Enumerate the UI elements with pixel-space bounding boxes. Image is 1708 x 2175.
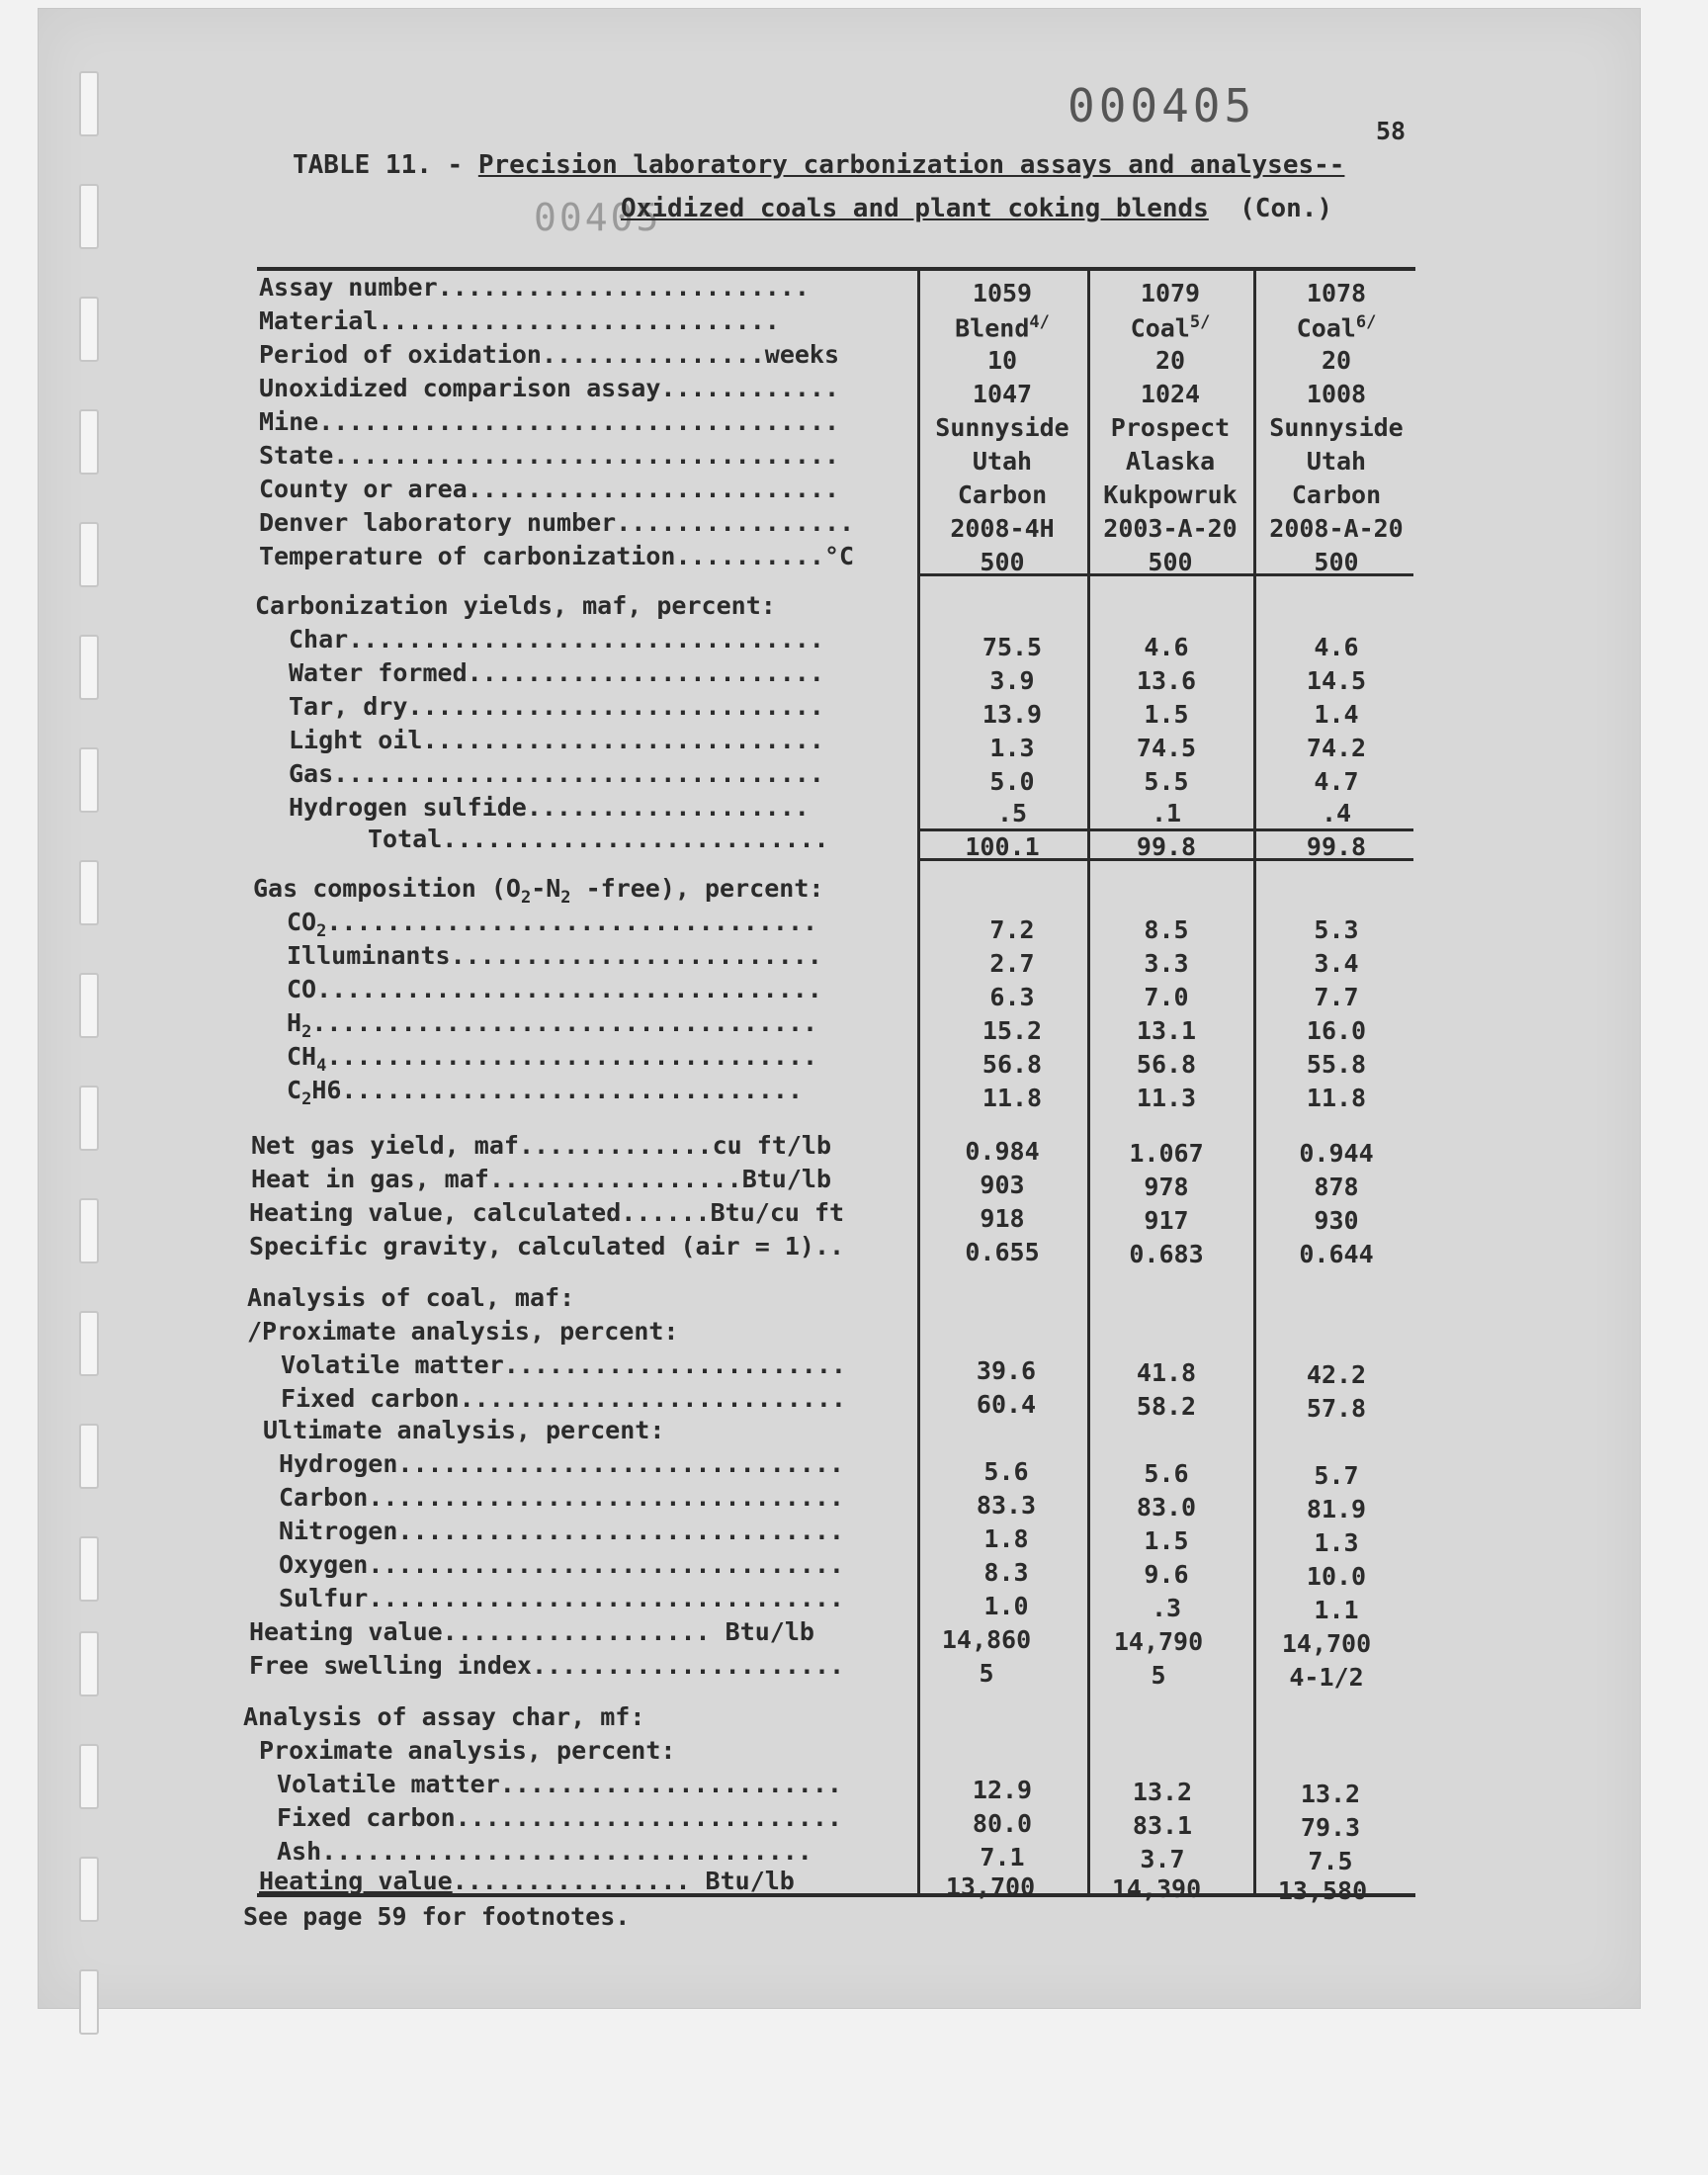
cell: 14,390 xyxy=(1111,1874,1202,1903)
cell: Utah xyxy=(972,447,1033,476)
cell: 1.0 xyxy=(983,1592,1029,1620)
cell-total: 99.8 xyxy=(1306,832,1367,861)
cell: 74.2 xyxy=(1306,734,1367,762)
row-label: Ash................................. xyxy=(277,1837,812,1866)
cell: 58.2 xyxy=(1136,1392,1197,1421)
binder-hole xyxy=(79,184,99,249)
cell: 500 xyxy=(1148,548,1193,576)
cell: 5.5 xyxy=(1144,767,1189,796)
cell: 4-1/2 xyxy=(1289,1663,1364,1692)
cell: 1.4 xyxy=(1314,700,1359,729)
row-label: Gas................................. xyxy=(289,759,824,788)
section-heading: Analysis of assay char, mf: xyxy=(243,1702,645,1731)
cell: 42.2 xyxy=(1306,1360,1367,1389)
row-label: Illuminants......................... xyxy=(287,941,822,970)
subsection-heading: /Proximate analysis, percent: xyxy=(247,1317,679,1346)
cell: 7.7 xyxy=(1314,983,1359,1011)
row-label: Hydrogen.............................. xyxy=(279,1449,844,1478)
table-title-continued: (Con.) xyxy=(1239,194,1333,223)
cell: 1.1 xyxy=(1314,1596,1359,1624)
binder-hole xyxy=(79,522,99,587)
row-label: Mine................................... xyxy=(259,407,840,436)
cell: 4.6 xyxy=(1144,633,1189,661)
cell: .5 xyxy=(996,799,1028,827)
binder-hole xyxy=(79,297,99,362)
cell: 2008-4H xyxy=(950,514,1055,543)
cell: 83.1 xyxy=(1132,1811,1193,1840)
cell: 20 xyxy=(1321,346,1352,375)
row-label: $H_2$.................................. xyxy=(287,1008,818,1042)
cell: 79.3 xyxy=(1300,1813,1361,1842)
cell: 4.7 xyxy=(1314,767,1359,796)
cell: 1.5 xyxy=(1144,700,1189,729)
faint-stamp: 00405 xyxy=(534,196,662,239)
table-title-line1 xyxy=(293,150,1344,180)
cell: Carbon xyxy=(1291,480,1382,509)
cell: 13,700 xyxy=(945,1872,1036,1901)
cell: 13.1 xyxy=(1136,1016,1197,1045)
cell: 74.5 xyxy=(1136,734,1197,762)
cell: 5.0 xyxy=(989,767,1035,796)
cell: 56.8 xyxy=(982,1050,1043,1079)
cell: Carbon xyxy=(957,480,1048,509)
cell: 14,700 xyxy=(1281,1629,1372,1658)
cell: 41.8 xyxy=(1136,1358,1197,1387)
row-label: Heating value.................. Btu/lb xyxy=(249,1617,814,1646)
row-label: Unoxidized comparison assay............ xyxy=(259,374,840,402)
cell: 930 xyxy=(1314,1206,1359,1235)
row-label: $C_2H6$............................... xyxy=(287,1076,804,1109)
row-label: $CH_4$................................. xyxy=(287,1042,818,1076)
row-label: Volatile matter....................... xyxy=(281,1350,846,1379)
cell: 0.944 xyxy=(1299,1139,1374,1168)
cell: 0.655 xyxy=(965,1238,1040,1266)
cell: 6.3 xyxy=(989,983,1035,1011)
cell: 8.3 xyxy=(983,1558,1029,1587)
binder-hole xyxy=(79,71,99,136)
cell: 1079 xyxy=(1140,279,1201,307)
cell: 11.8 xyxy=(982,1084,1043,1112)
total-top-rule xyxy=(919,828,1413,831)
cell: Sunnyside xyxy=(1269,413,1404,442)
row-label: Period of oxidation...............weeks xyxy=(259,340,840,369)
cell: 57.8 xyxy=(1306,1394,1367,1423)
table-top-rule xyxy=(257,267,1415,271)
cell: 5 xyxy=(979,1659,994,1688)
cell: 1059 xyxy=(972,279,1033,307)
binder-hole xyxy=(79,1969,99,2035)
cell: 1.3 xyxy=(1314,1528,1359,1557)
table-title-prefix: TABLE 11. - xyxy=(293,150,478,180)
cell: 13,580 xyxy=(1277,1876,1368,1905)
binder-hole xyxy=(79,860,99,925)
row-label: Free swelling index..................... xyxy=(249,1651,845,1680)
cell: Coal$^{6/}$ xyxy=(1296,312,1377,343)
cell: 2008-A-20 xyxy=(1269,514,1404,543)
cell: 1.067 xyxy=(1129,1139,1204,1168)
cell: 83.0 xyxy=(1136,1493,1197,1522)
row-label: Specific gravity, calculated (air = 1).. xyxy=(249,1232,845,1261)
row-label: Oxygen................................ xyxy=(279,1550,844,1579)
cell: 13.6 xyxy=(1136,666,1197,695)
cell: 81.9 xyxy=(1306,1495,1367,1523)
binder-hole xyxy=(79,409,99,475)
row-label: Tar, dry............................ xyxy=(289,692,824,721)
cell: 3.7 xyxy=(1140,1845,1185,1873)
binder-hole xyxy=(79,1536,99,1602)
row-label: Fixed carbon.......................... xyxy=(281,1384,846,1413)
binder-hole xyxy=(79,1311,99,1376)
cell: 1.5 xyxy=(1144,1526,1189,1555)
cell: 11.8 xyxy=(1306,1084,1367,1112)
cell: 75.5 xyxy=(982,633,1043,661)
row-label: Sulfur................................ xyxy=(279,1584,844,1612)
cell: 5.7 xyxy=(1314,1461,1359,1490)
cell: .4 xyxy=(1321,799,1352,827)
cell: 1047 xyxy=(972,380,1033,408)
binder-hole xyxy=(79,1424,99,1489)
subsection-heading: Ultimate analysis, percent: xyxy=(263,1416,665,1444)
cell: 15.2 xyxy=(982,1016,1043,1045)
row-label: Material........................... xyxy=(259,306,780,335)
cell: Sunnyside xyxy=(935,413,1069,442)
cell: 39.6 xyxy=(976,1356,1037,1385)
document-stamp: 000405 xyxy=(1068,79,1256,132)
cell: 5.3 xyxy=(1314,915,1359,944)
footer-note: See page 59 for footnotes. xyxy=(243,1902,631,1931)
section-heading: Analysis of coal, maf: xyxy=(247,1283,575,1312)
cell: 7.5 xyxy=(1308,1847,1353,1875)
cell: Kukpowruk xyxy=(1103,480,1238,509)
cell: 9.6 xyxy=(1144,1560,1189,1589)
cell: 0.644 xyxy=(1299,1240,1374,1268)
binder-hole xyxy=(79,1198,99,1263)
binder-hole xyxy=(79,973,99,1038)
cell: 11.3 xyxy=(1136,1084,1197,1112)
cell: 14.5 xyxy=(1306,666,1367,695)
row-label: Heating value................ Btu/lb xyxy=(259,1867,795,1895)
cell: 16.0 xyxy=(1306,1016,1367,1045)
cell: 80.0 xyxy=(972,1809,1033,1838)
row-label: Heating value, calculated......Btu/cu ft xyxy=(249,1198,845,1227)
row-label: Water formed........................ xyxy=(289,658,824,687)
cell: Blend$^{4/}$ xyxy=(955,312,1050,343)
cell: 10 xyxy=(986,346,1018,375)
cell: 13.9 xyxy=(982,700,1043,729)
cell: 3.3 xyxy=(1144,949,1189,978)
cell: Coal$^{5/}$ xyxy=(1130,312,1211,343)
cell: 3.9 xyxy=(989,666,1035,695)
cell: 0.683 xyxy=(1129,1240,1204,1268)
cell: 20 xyxy=(1154,346,1186,375)
cell: 903 xyxy=(980,1171,1025,1199)
cell: 1.3 xyxy=(989,734,1035,762)
cell: .3 xyxy=(1151,1594,1182,1622)
page-number: 58 xyxy=(1376,117,1407,145)
row-label: Temperature of carbonization..........°C xyxy=(259,542,855,570)
cell: 8.5 xyxy=(1144,915,1189,944)
cell: 1024 xyxy=(1140,380,1201,408)
cell: 3.4 xyxy=(1314,949,1359,978)
cell: 14,790 xyxy=(1113,1627,1204,1656)
row-label: $CO_2$................................. xyxy=(287,908,818,941)
binder-hole xyxy=(79,1744,99,1809)
cell: 878 xyxy=(1314,1173,1359,1201)
row-label: Char................................ xyxy=(289,625,824,653)
table-title-subtitle: Oxidized coals and plant coking blends xyxy=(621,194,1209,223)
cell: 1.8 xyxy=(983,1524,1029,1553)
row-label: Fixed carbon.......................... xyxy=(277,1803,842,1832)
cell: .1 xyxy=(1151,799,1182,827)
row-label: Assay number......................... xyxy=(259,273,810,302)
cell: 12.9 xyxy=(972,1776,1033,1804)
cell: 2003-A-20 xyxy=(1103,514,1238,543)
binder-hole xyxy=(79,1086,99,1151)
binder-hole xyxy=(79,1631,99,1696)
row-label: Denver laboratory number................ xyxy=(259,508,855,537)
binder-hole xyxy=(79,747,99,813)
row-label: Light oil........................... xyxy=(289,726,824,754)
row-label: County or area......................... xyxy=(259,475,840,503)
binder-hole xyxy=(79,1857,99,1922)
table-title-line2 xyxy=(621,194,1332,223)
cell: 0.984 xyxy=(965,1137,1040,1166)
subsection-heading: Proximate analysis, percent: xyxy=(259,1736,676,1765)
row-label: State.................................. xyxy=(259,441,840,470)
section-heading: Gas composition ($O_2-N_2$ -free), percent: xyxy=(253,874,824,908)
cell: Utah xyxy=(1306,447,1367,476)
cell: 5 xyxy=(1151,1661,1166,1690)
cell: 83.3 xyxy=(976,1491,1037,1520)
cell: 978 xyxy=(1144,1173,1189,1201)
binder-hole xyxy=(79,635,99,700)
cell: 14,860 xyxy=(941,1625,1032,1654)
cell: 7.1 xyxy=(980,1843,1025,1871)
cell: 60.4 xyxy=(976,1390,1037,1419)
section-heading: Carbonization yields, maf, percent: xyxy=(255,591,776,620)
cell: 55.8 xyxy=(1306,1050,1367,1079)
cell: 4.6 xyxy=(1314,633,1359,661)
cell: 5.6 xyxy=(983,1457,1029,1486)
row-label: Nitrogen.............................. xyxy=(279,1517,844,1545)
cell: 7.2 xyxy=(989,915,1035,944)
cell: 7.0 xyxy=(1144,983,1189,1011)
cell: 56.8 xyxy=(1136,1050,1197,1079)
cell: 10.0 xyxy=(1306,1562,1367,1591)
row-label: Hydrogen sulfide................... xyxy=(289,793,810,822)
row-label-total: Total.......................... xyxy=(368,825,829,853)
row-label: Volatile matter....................... xyxy=(277,1770,842,1798)
table-title-text: Precision laboratory carbonization assays and analyses-- xyxy=(477,150,1345,180)
cell: 1008 xyxy=(1306,380,1367,408)
cell: 13.2 xyxy=(1132,1778,1193,1806)
cell: 500 xyxy=(1314,548,1359,576)
cell: 500 xyxy=(980,548,1025,576)
cell: 2.7 xyxy=(989,949,1035,978)
cell-total: 100.1 xyxy=(965,832,1040,861)
cell: 917 xyxy=(1144,1206,1189,1235)
row-label: Carbon................................ xyxy=(279,1483,844,1512)
row-label: Heat in gas, maf.................Btu/lb xyxy=(251,1165,832,1193)
cell: 5.6 xyxy=(1144,1459,1189,1488)
cell: 13.2 xyxy=(1300,1780,1361,1808)
row-label: CO.................................. xyxy=(287,975,822,1003)
cell: 918 xyxy=(980,1204,1025,1233)
cell: 1078 xyxy=(1306,279,1367,307)
cell: Alaska xyxy=(1125,447,1216,476)
cell-total: 99.8 xyxy=(1136,832,1197,861)
row-label: Net gas yield, maf.............cu ft/lb xyxy=(251,1131,832,1160)
cell: Prospect xyxy=(1110,413,1231,442)
